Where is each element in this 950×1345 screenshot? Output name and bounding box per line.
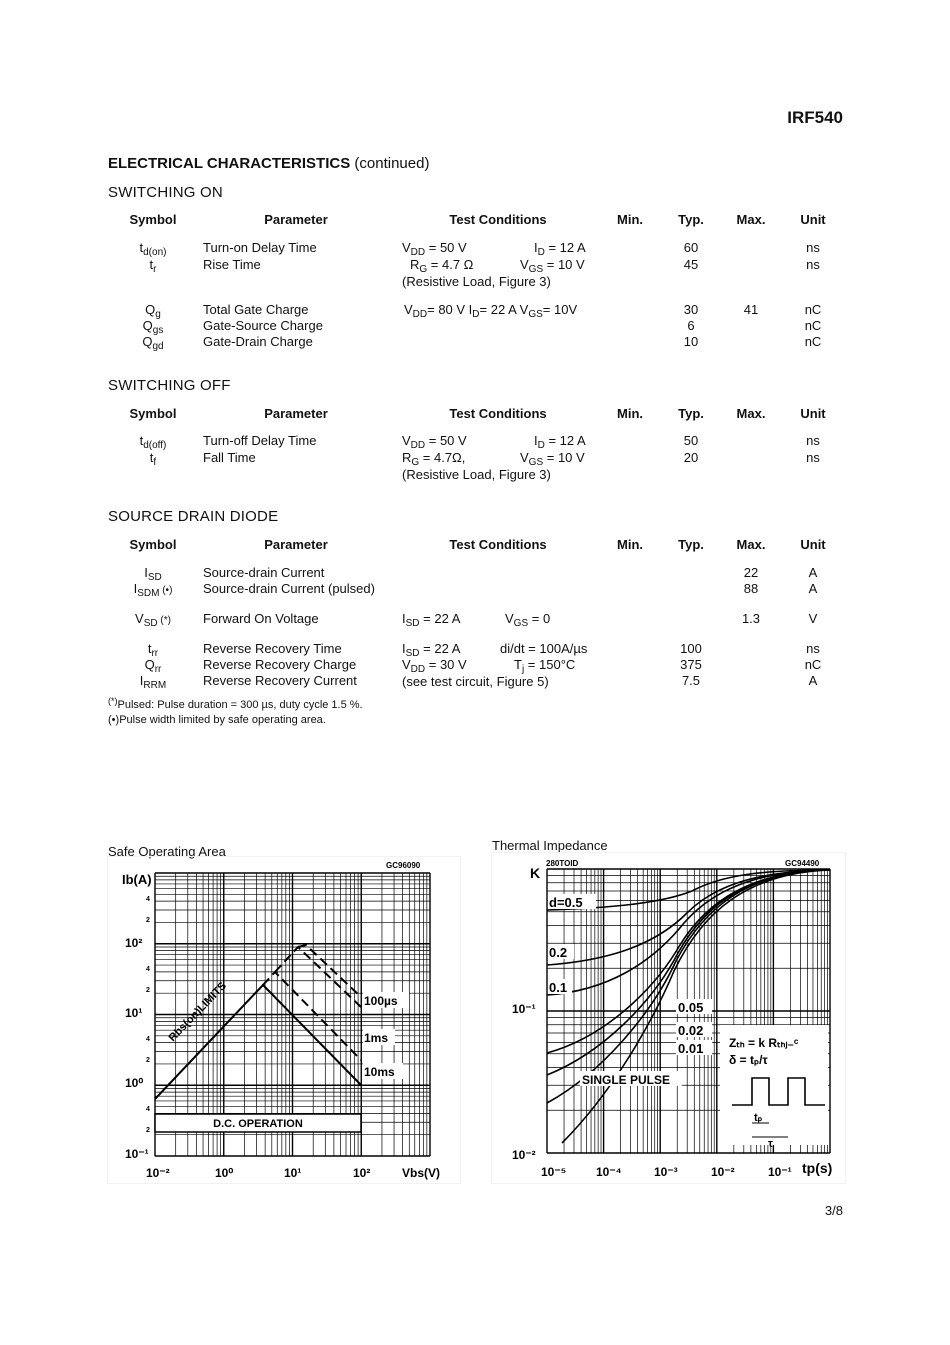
soa-100us-label: 100µs [364,994,398,1008]
test-condition: $I_{SD} = 22$ A [402,641,461,659]
typ-cell: 60 [683,240,699,255]
soa-100us-curve [298,945,361,997]
col-test-conditions: Test Conditions [449,212,547,227]
soa-x-tick: 10² [353,1166,371,1180]
soa-y-tick: 10¹ [125,1006,143,1020]
typ-cell: 45 [683,257,699,272]
symbol-cell: $I_{SDM}$ (•) [133,581,173,599]
thermal-code-right: GC94490 [785,859,820,868]
svg-text:4: 4 [146,966,150,973]
test-condition: $T_j = 150^\circ C$ [514,657,576,675]
soa-x-label: Vbs(V) [402,1166,441,1180]
svg-text:4: 4 [146,896,150,903]
parameter-cell: Reverse Recovery Time [203,641,342,656]
col-max: Max. [736,537,766,552]
max-cell: 41 [743,302,759,317]
col-parameter: Parameter [264,212,328,227]
soa-1ms-label: 1ms [364,1031,389,1045]
test-condition: $V_{GS} = 10$ V [520,450,585,468]
col-min: Min. [617,212,643,227]
test-condition: $V_{GS} = 0$ [505,611,551,629]
col-typ: Typ. [678,212,704,227]
parameter-cell: Turn-off Delay Time [203,433,317,448]
symbol-cell: $Q_{gs}$ [142,318,164,336]
col-unit: Unit [800,406,826,421]
col-unit: Unit [800,212,826,227]
test-condition-note: (Resistive Load, Figure 3) [402,467,551,482]
soa-y-minor [146,896,150,1134]
test-condition: $V_{DD} = 50$ V [402,433,467,451]
duty-label: 0.2 [549,945,568,960]
duty-label: 0.05 [678,1000,704,1015]
parameter-cell: Reverse Recovery Current [203,673,357,688]
thermal-code-left: 280TOID [546,859,579,868]
col-parameter: Parameter [264,537,328,552]
soa-x-tick: 10⁰ [215,1166,234,1180]
unit-cell: ns [806,257,820,272]
symbol-cell: $t_{d(off)}$ [139,433,167,451]
source-drain-heading: SOURCE DRAIN DIODE [108,508,279,525]
typ-cell: 20 [683,450,699,465]
section-title [108,155,429,172]
typ-cell: 10 [683,334,699,349]
svg-text:4: 4 [146,1036,150,1043]
max-cell: 22 [743,565,759,580]
col-symbol: Symbol [129,212,177,227]
unit-cell: nC [804,302,822,317]
thermal-formula-2: δ = tₚ/τ [729,1053,768,1067]
symbol-cell: $I_{SD}$ [144,565,162,583]
parameter-cell: Fall Time [203,450,256,465]
symbol-cell: $t_{d(on)}$ [139,240,167,258]
thermal-x-ticks [541,1165,792,1179]
switching-off-heading: SWITCHING OFF [108,377,231,394]
unit-cell: A [808,565,818,580]
test-condition: $I_D = 12$ A [534,433,586,451]
test-condition: $I_{SD} = 22$ A [402,611,461,629]
duty-label: 0.02 [678,1023,704,1038]
unit-cell: ns [806,240,820,255]
svg-text:2: 2 [146,917,150,924]
soa-caption: Safe Operating Area [108,844,226,859]
max-cell: 88 [743,581,759,596]
thermal-x-tick: 10⁻⁵ [541,1165,567,1179]
thermal-x-tick: 10⁻³ [654,1165,678,1179]
parameter-cell: Turn-on Delay Time [203,240,317,255]
test-condition: $R_G = 4.7$ Ω [410,257,474,275]
max-cell: 1.3 [741,611,761,626]
col-typ: Typ. [678,406,704,421]
unit-cell: V [808,611,818,626]
duty-label: 0.01 [678,1041,704,1056]
thermal-formula-1: Zₜₕ = k Rₜₕⱼ₋ᶜ [729,1036,799,1050]
soa-dc-label: D.C. OPERATION [213,1118,303,1130]
unit-cell: ns [806,433,820,448]
symbol-cell: $t_{rr}$ [147,641,159,659]
pulse-tau-label: τ [768,1138,773,1150]
symbol-cell: $t_r$ [149,257,157,275]
unit-cell: A [808,673,818,688]
parameter-cell: Source-drain Current [203,565,325,580]
test-condition: $V_{DD}= 80$ V $I_D= 22$ A $V_{GS}= 10V$ [404,302,578,320]
col-unit: Unit [800,537,826,552]
footnote-pulse-width: (•)Pulse width limited by safe operating area. [108,714,326,726]
symbol-cell: $t_f$ [149,450,157,468]
typ-cell: 7.5 [681,673,701,688]
page-number: 3/8 [824,1203,843,1218]
thermal-x-tick: 10⁻² [711,1165,735,1179]
test-condition: $R_G = 4.7\Omega$, [402,450,466,468]
thermal-x-tick: 10⁻¹ [768,1165,792,1179]
soa-x-tick: 10¹ [284,1166,302,1180]
section-title-bold: ELECTRICAL CHARACTERISTICS [108,155,351,172]
test-condition-note: (Resistive Load, Figure 3) [402,274,551,289]
test-condition: $V_{DD} = 50$ V [402,240,467,258]
symbol-cell: $I_{RRM}$ [139,673,167,691]
soa-chart [107,856,461,1184]
parameter-cell: Reverse Recovery Charge [203,657,357,672]
typ-cell: 375 [680,657,702,672]
thermal-y-tick: 10⁻¹ [512,1002,536,1016]
parameter-cell: Total Gate Charge [203,302,309,317]
soa-y-tick: 10² [125,936,143,950]
duty-label: d=0.5 [549,895,583,910]
test-condition: $V_{GS} = 10$ V [520,257,585,275]
col-parameter: Parameter [264,406,328,421]
test-condition: $I_D = 12$ A [534,240,586,258]
part-number: IRF540 [787,108,843,127]
typ-cell: 100 [680,641,702,656]
thermal-x-tick: 10⁻⁴ [596,1165,622,1179]
soa-y-label: Ib(A) [122,872,152,887]
col-test-conditions: Test Conditions [449,537,547,552]
symbol-cell: $Q_g$ [145,302,161,320]
test-condition: $V_{DD} = 30$ V [402,657,467,675]
typ-cell: 6 [687,318,695,333]
col-max: Max. [736,406,766,421]
soa-limit-label: Rbs(on)LIMITS [166,979,230,1045]
test-condition-note: (see test circuit, Figure 5) [402,674,549,689]
soa-x-tick: 10⁻² [146,1166,170,1180]
unit-cell: A [808,581,818,596]
typ-cell: 50 [683,433,699,448]
svg-text:4: 4 [146,1106,150,1113]
typ-cell: 30 [683,302,699,317]
svg-text:2: 2 [146,1057,150,1064]
soa-10ms-label: 10ms [364,1065,395,1079]
thermal-y-tick: 10⁻² [512,1148,536,1162]
col-max: Max. [736,212,766,227]
thermal-x-label: tp(s) [802,1160,833,1176]
col-test-conditions: Test Conditions [449,406,547,421]
duty-label: 0.1 [549,980,568,995]
parameter-cell: Gate-Source Charge [203,318,323,333]
soa-1ms-curve [275,947,361,1007]
soa-code: GC96090 [386,861,421,870]
parameter-cell: Gate-Drain Charge [203,334,313,349]
pulse-tp-label: tₚ [754,1112,763,1124]
soa-y-tick: 10⁰ [125,1076,144,1090]
col-symbol: Symbol [129,406,177,421]
single-pulse-label: SINGLE PULSE [582,1073,671,1087]
symbol-cell: $V_{SD}$ (*) [135,611,171,629]
svg-text:2: 2 [146,1127,150,1134]
soa-dc-curve [155,985,361,1099]
parameter-cell: Forward On Voltage [203,611,319,626]
col-typ: Typ. [678,537,704,552]
unit-cell: nC [804,657,822,672]
thermal-y-label: K [530,865,541,881]
soa-x-ticks [146,1166,370,1180]
svg-text:2: 2 [146,987,150,994]
col-min: Min. [617,406,643,421]
parameter-cell: Rise Time [203,257,261,272]
section-title-rest: (continued) [354,155,430,172]
symbol-cell: $Q_{gd}$ [142,334,164,352]
footnote-pulsed: (*)Pulsed: Pulse duration = 300 µs, duty cycle 1.5 %. [108,696,363,711]
soa-y-tick: 10⁻¹ [125,1147,149,1161]
thermal-chart [491,852,846,1184]
parameter-cell: Source-drain Current (pulsed) [203,581,375,596]
unit-cell: nC [804,318,822,333]
col-symbol: Symbol [129,537,177,552]
unit-cell: nC [804,334,822,349]
col-min: Min. [617,537,643,552]
switching-on-heading: SWITCHING ON [108,184,223,201]
unit-cell: ns [806,450,820,465]
thermal-caption: Thermal Impedance [492,838,608,853]
unit-cell: ns [806,641,820,656]
symbol-cell: $Q_{rr}$ [144,657,162,675]
test-condition: di/dt = 100A/µs [500,641,588,656]
